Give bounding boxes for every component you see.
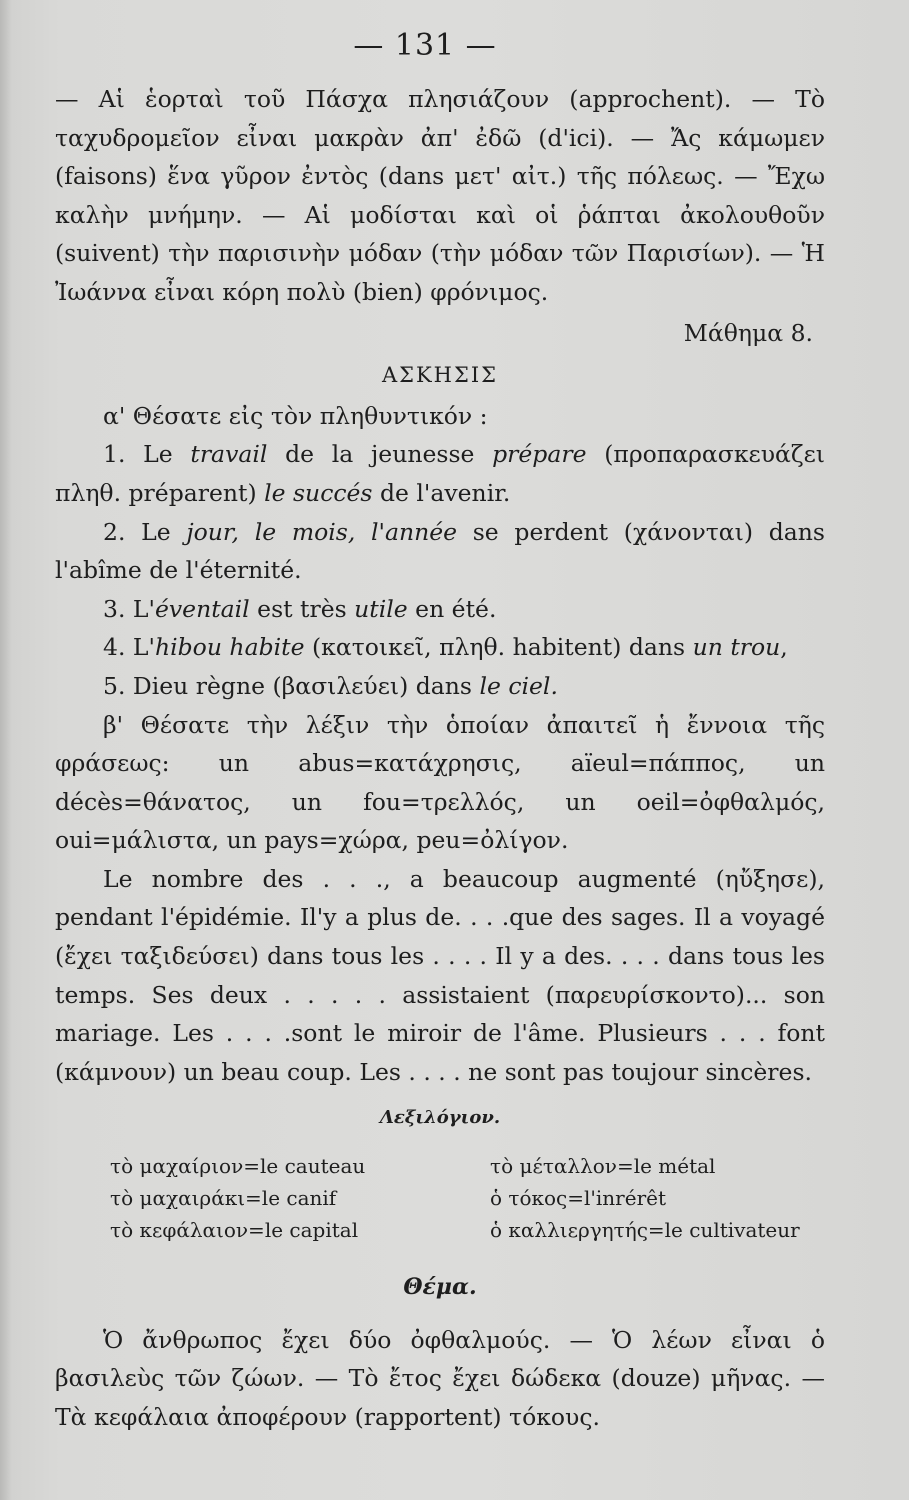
- vocab-entry: τὸ κεφάλαιον=le capital: [110, 1218, 359, 1243]
- vocab-entry: ὁ καλλιεργητής=le cultivateur: [490, 1218, 800, 1243]
- intro-paragraph: — Αἱ ἑορταὶ τοῦ Πάσχα πλησιάζουν (approchent). — Τὸ ταχυδρομεῖον εἶναι μακρὰν ἀπ' ἐδῶ (d'ici). — Ἄς κάμωμεν (faisons) ἕνα γῦρον ἐντὸς (dans μετ' αἰτ.) τῆς πόλεως. — Ἔχω καλὴν μνήμην. — Αἱ μοδίσται καὶ οἱ ῥάπται ἀκολουθοῦν (suivent) τὴν παρισινὴν μόδαν (τὴν μόδαν τῶν Παρισίων). — Ἡ Ἰωάννα εἶναι κόρη πολὺ (bien) φρόνιμος.: [55, 85, 825, 306]
- exercise-item-1: 1. Le travail de la jeunesse prépare (προπαρασκευάζει πληθ. préparent) le succés de l'avenir.: [55, 440, 825, 507]
- lesson-label: Μάθημα 8.: [683, 318, 813, 347]
- exercise-title: ΑΣΚΗΣΙΣ: [381, 363, 498, 388]
- exercise-item-5: 5. Dieu règne (βασιλεύει) dans le ciel.: [103, 671, 558, 700]
- part-b-instruction: β' Θέσατε τὴν λέξιν τὴν ὁποίαν ἀπαιτεῖ ἡ ἔννοια τῆς φράσεως: un abus=κατάχρησις, aïeul=πάππος, un décès=θάνατος, un fou=τρελλός, un oeil=ὀφθαλμός, oui=μάλιστα, un pays=χώρα, peu=ὀλίγον.: [55, 710, 825, 855]
- exercise-item-3: 3. L'éventail est très utile en été.: [103, 594, 497, 623]
- vocab-entry: τὸ μέταλλον=le métal: [490, 1154, 716, 1179]
- page-number: — 131 —: [353, 28, 497, 63]
- part-a-instruction: α' Θέσατε εἰς τὸν πληθυντικόν :: [103, 401, 488, 430]
- part-b-sentences: Le nombre des . . ., a beaucoup augmenté (ηὔξησε), pendant l'épidémie. Il'y a plus de. . . .que des sages. Il a voyagé (ἔχει ταξιδεύσει) dans tous les . . . . Il y a des. . . . dans tous les temps. Ses deux . . . . . assistaient (παρευρίσκοντο)... son mariage. Les . . . .sont le miroir de l'âme. Plusieurs . . . font (κάμνουν) un beau coup. Les . . . . ne sont pas toujour sincères.: [55, 864, 825, 1086]
- vocabulary-title: Λεξιλόγιον.: [379, 1107, 501, 1129]
- vocab-entry: τὸ μαχαιράκι=le canif: [110, 1186, 337, 1211]
- vocab-entry: ὁ τόκος=l'inrérêt: [490, 1186, 667, 1211]
- vocabulary-list: [55, 1150, 825, 1246]
- exercise-item-2: 2. Le jour, le mois, l'année se perdent (χάνονται) dans l'abîme de l'éternité.: [55, 517, 825, 585]
- exercise-item-4: 4. L'hibou habite (κατοικεῖ, πληθ. habitent) dans un trou,: [103, 633, 788, 662]
- page-text: [55, 80, 825, 1436]
- vocab-entry: τὸ μαχαίριον=le cauteau: [110, 1154, 366, 1179]
- theme-title: Θέμα.: [403, 1274, 477, 1301]
- theme-text: Ὁ ἄνθρωπος ἔχει δύο ὀφθαλμούς. — Ὁ λέων εἶναι ὁ βασιλεὺς τῶν ζώων. — Τὸ ἔτος ἔχει δώδεκα (douze) μῆνας. — Τὰ κεφάλαια ἀποφέρουν (rapportent) τόκους.: [55, 1325, 825, 1431]
